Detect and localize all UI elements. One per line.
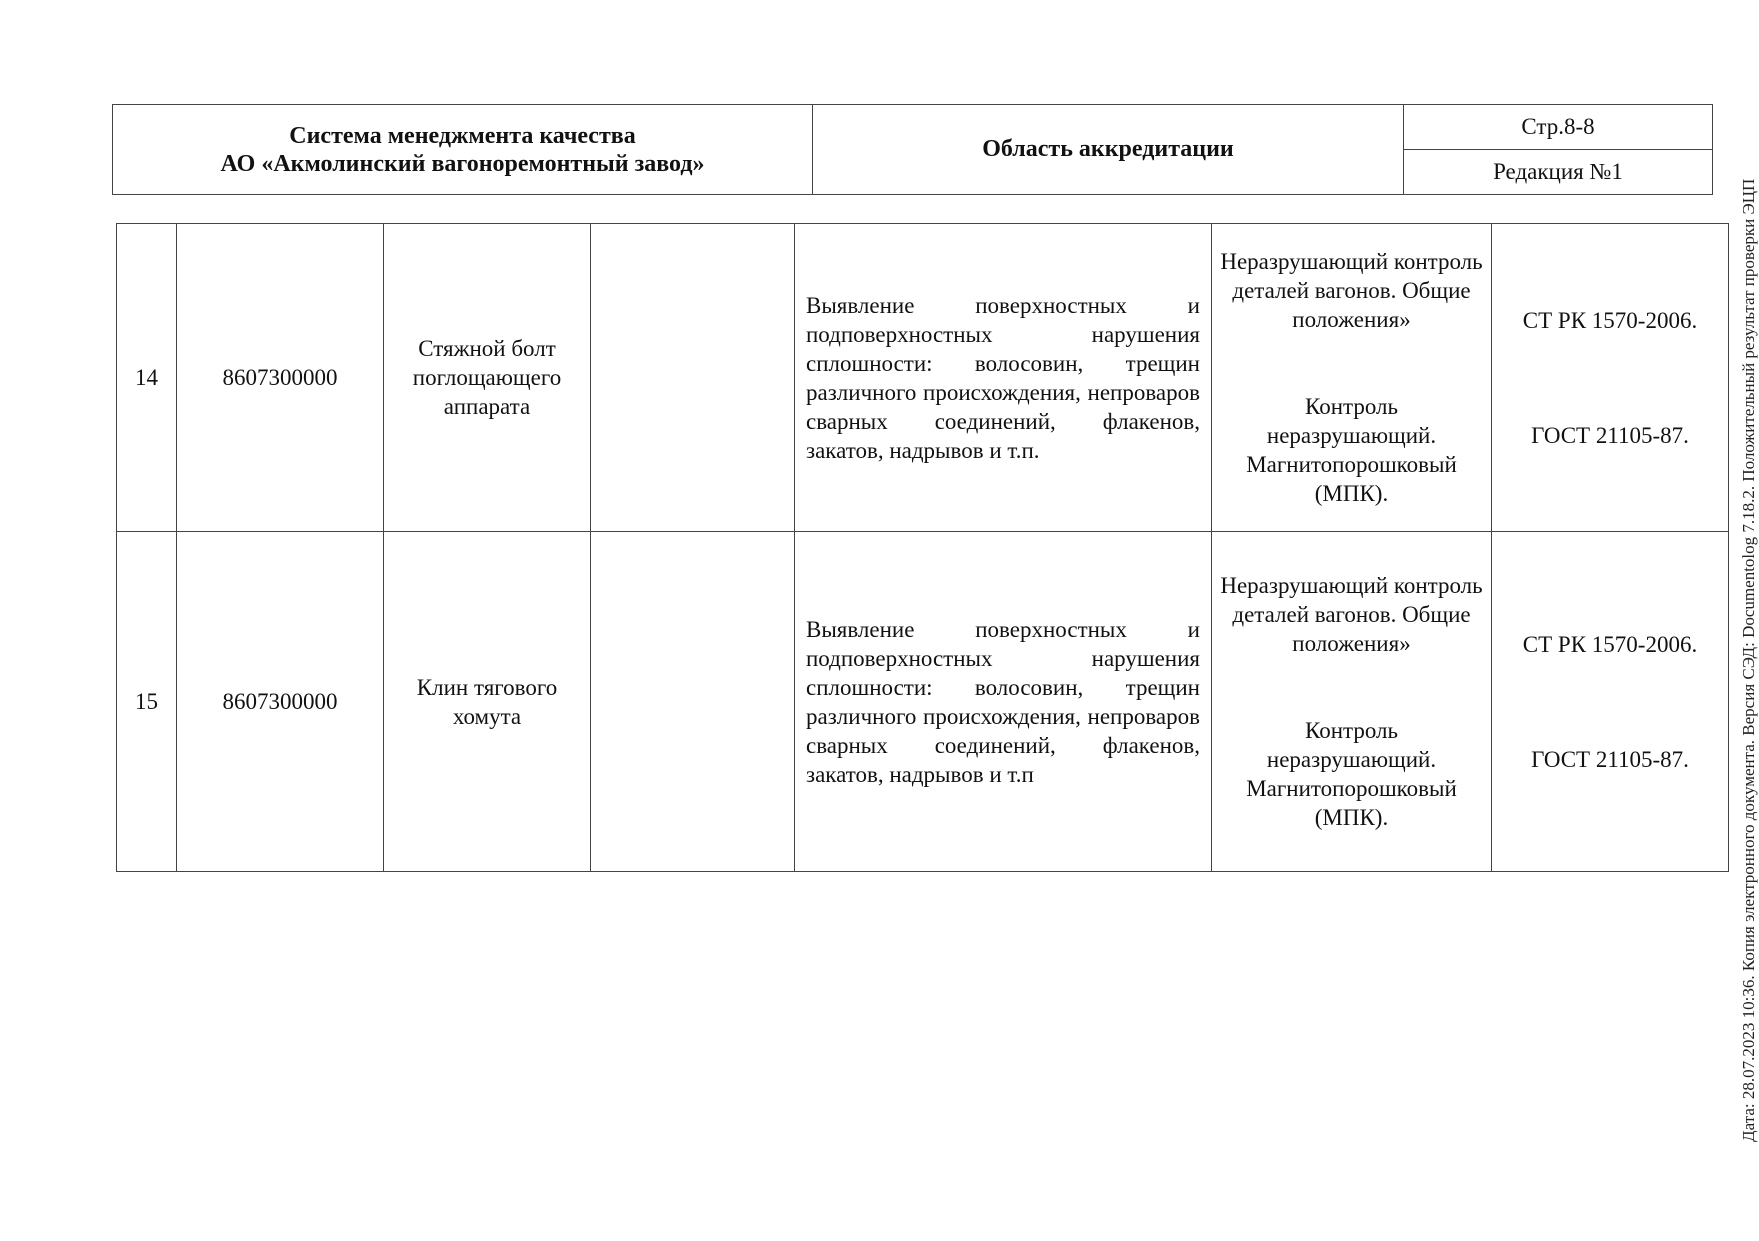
method-general: Неразрушающий контроль деталей вагонов. Общие положения»: [1220, 573, 1483, 656]
standards-cell: [1492, 224, 1729, 532]
product-code: 8607300000: [177, 532, 384, 872]
empty-cell: [591, 224, 795, 532]
test-description: Выявление поверхностных и подповерхностных нарушения сплошности: волосовин, трещин различного происхождения, непроваров сварных соединений, флакенов, закатов, надрывов и т.п: [806, 616, 1200, 787]
organization-cell: [113, 105, 813, 195]
org-company-name: АО «Акмолинский вагоноремонтный завод»: [220, 150, 705, 177]
empty-cell: [591, 532, 795, 872]
test-description-cell: [795, 224, 1212, 532]
method-magnetic: Контроль неразрушающий. Магнитопорошковый (МПК).: [1246, 718, 1457, 830]
edms-verification-note: Дата: 28.07.2023 10:36. Копия электронного документа. Версия СЭД: Documentolog 7.18.2. Положительный результат проверки ЭЦП: [1739, 178, 1758, 1142]
table-row: [117, 224, 1729, 532]
product-code: 8607300000: [177, 224, 384, 532]
row-number: 15: [117, 532, 177, 872]
standard-st-rk: СТ РК 1570-2006.: [1522, 307, 1698, 333]
standard-gost: ГОСТ 21105-87.: [1531, 746, 1689, 772]
table-row: [117, 532, 1729, 872]
revision-number: Редакция №1: [1404, 150, 1713, 195]
page-number: Стр.8-8: [1404, 105, 1713, 150]
document-header: [112, 104, 1713, 195]
product-name: Стяжной болт поглощающего аппарата: [384, 224, 591, 532]
row-number: 14: [117, 224, 177, 532]
standards-cell: [1492, 532, 1729, 872]
test-description: Выявление поверхностных и подповерхностных нарушения сплошности: волосовин, трещин различного происхождения, непроваров сварных соединений, флакенов, закатов, надрывов и т.п.: [806, 292, 1200, 463]
standard-st-rk: СТ РК 1570-2006.: [1522, 631, 1698, 657]
test-description-cell: [795, 532, 1212, 872]
method-magnetic: Контроль неразрушающий. Магнитопорошковый (МПК).: [1246, 394, 1457, 506]
standard-gost: ГОСТ 21105-87.: [1531, 422, 1689, 448]
method-general: Неразрушающий контроль деталей вагонов. Общие положения»: [1220, 249, 1483, 332]
method-cell: [1212, 532, 1492, 872]
accreditation-table: [116, 223, 1729, 872]
method-cell: [1212, 224, 1492, 532]
document-title: Область аккредитации: [813, 105, 1404, 195]
product-name: Клин тягового хомута: [384, 532, 591, 872]
org-system-name: Система менеджмента качества: [289, 122, 636, 149]
